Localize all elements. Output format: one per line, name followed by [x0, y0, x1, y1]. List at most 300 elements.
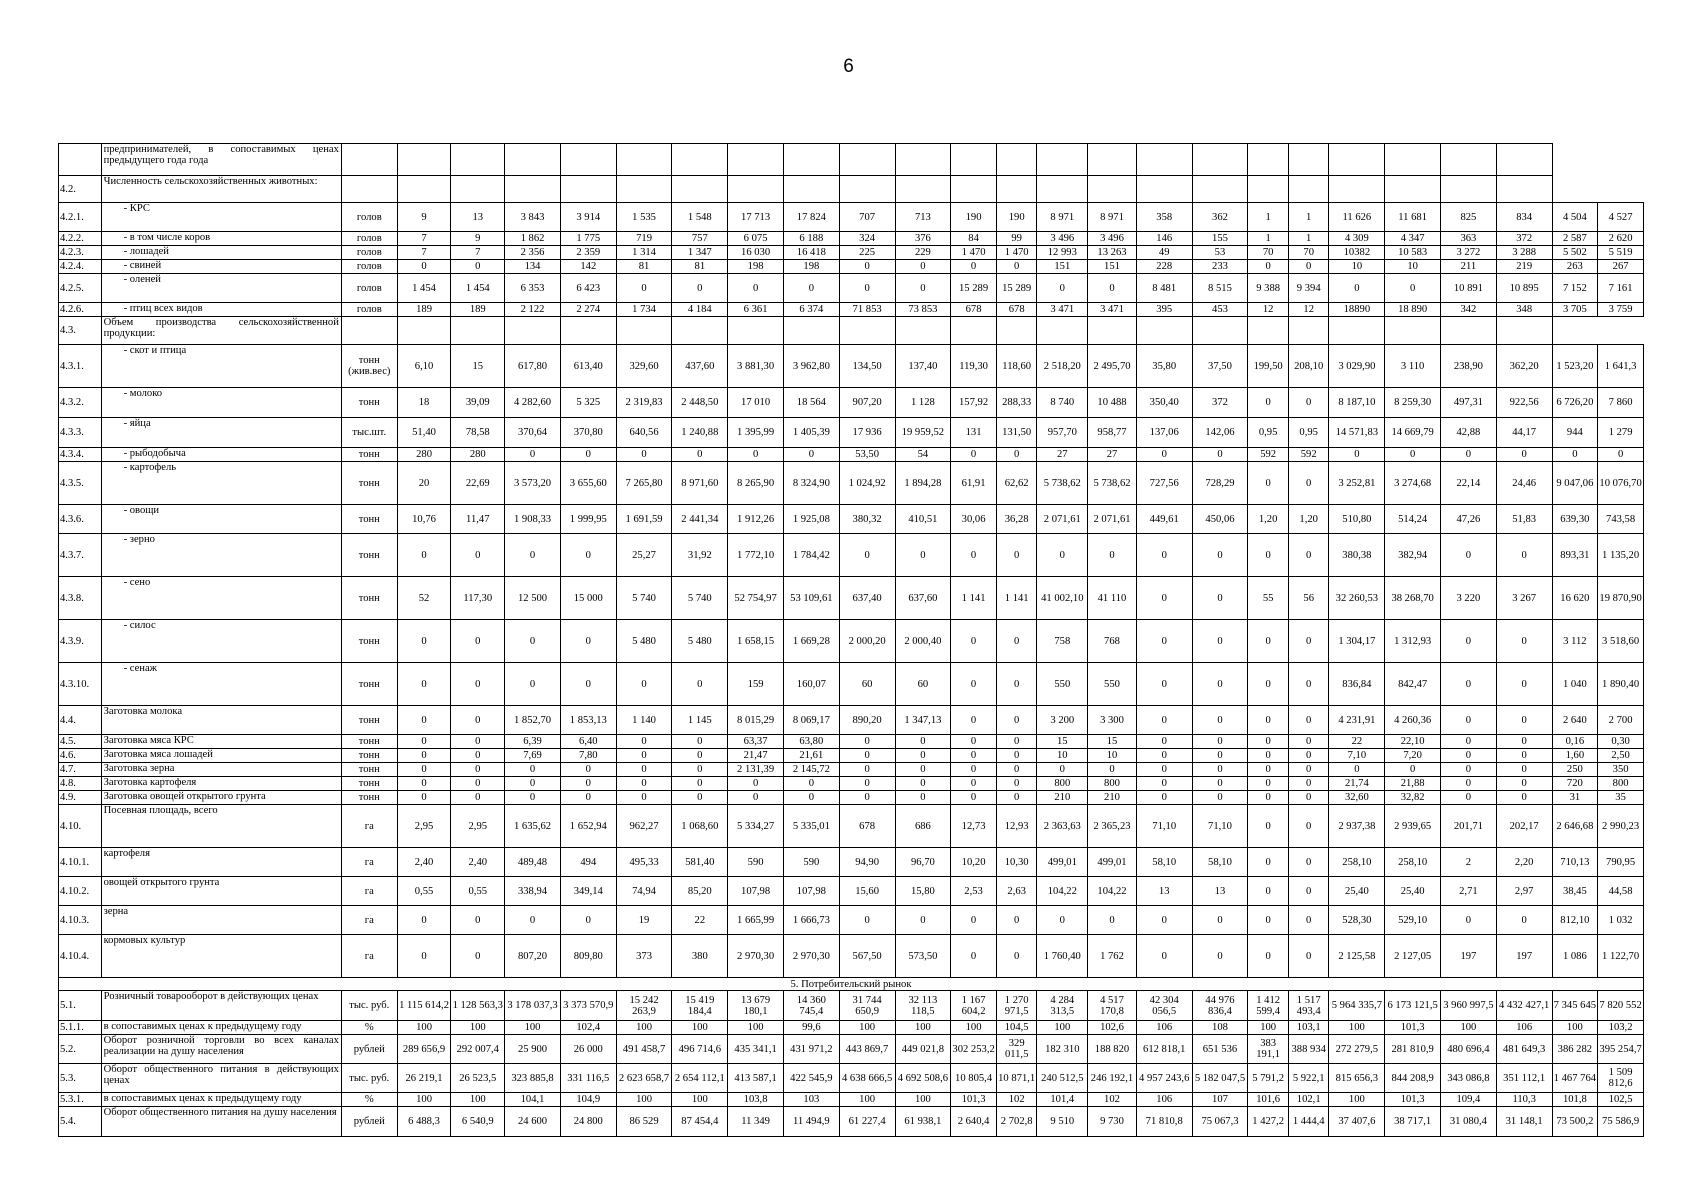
table-cell: 0: [1192, 706, 1248, 735]
table-cell: 27: [1088, 448, 1137, 462]
table-cell: 1 669,28: [783, 620, 839, 663]
table-cell: 0: [1248, 534, 1289, 577]
table-cell: 8 515: [1192, 274, 1248, 303]
table-cell: 0: [1288, 805, 1329, 848]
table-cell: 1 128 563,3: [451, 991, 505, 1021]
table-cell: 713: [895, 203, 951, 232]
table-cell: 380,38: [1329, 534, 1385, 577]
table-cell: 108: [1192, 1021, 1248, 1035]
table-cell: 4 260,36: [1385, 706, 1441, 735]
row-unit: тонн: [341, 577, 397, 620]
table-row: [59, 791, 1644, 805]
table-cell: 18 890: [1385, 303, 1441, 317]
table-cell: 3 272: [1441, 246, 1497, 260]
table-cell: 0: [672, 791, 728, 805]
table-cell: 2 587: [1552, 232, 1598, 246]
table-cell: 2 071,61: [1037, 505, 1088, 534]
table-cell: 44 976 836,4: [1192, 991, 1248, 1021]
table-cell: 1 641,3: [1598, 345, 1644, 388]
table-cell: 12,93: [996, 805, 1037, 848]
table-cell: 2 125,58: [1329, 935, 1385, 978]
table-cell: 1,20: [1248, 505, 1289, 534]
table-cell: 453: [1192, 303, 1248, 317]
table-cell: 1 304,17: [1329, 620, 1385, 663]
table-row: [59, 577, 1644, 620]
table-cell: 0: [397, 777, 451, 791]
table-cell: 1 894,28: [895, 462, 951, 505]
table-cell: 0: [1441, 777, 1497, 791]
table-cell: 0: [397, 763, 451, 777]
table-cell: 0: [1136, 906, 1192, 935]
table-cell: 0: [996, 777, 1037, 791]
table-cell: 233: [1192, 260, 1248, 274]
row-code: 4.10.4.: [59, 935, 102, 978]
table-cell: 101,3: [1385, 1093, 1441, 1107]
table-cell: [996, 317, 1037, 345]
table-cell: 27: [1037, 448, 1088, 462]
table-cell: 2,20: [1496, 848, 1552, 877]
row-unit: рублей: [341, 1035, 397, 1064]
table-cell: 825: [1441, 203, 1497, 232]
table-cell: 0: [895, 763, 951, 777]
table-row: [59, 763, 1644, 777]
table-cell: 0: [1248, 763, 1289, 777]
table-cell: 17 010: [728, 388, 784, 418]
row-label: кормовых культур: [101, 935, 341, 978]
table-cell: 100: [1037, 1021, 1088, 1035]
table-cell: 0: [451, 706, 505, 735]
table-cell: 13 263: [1088, 246, 1137, 260]
row-label: Оборот общественного питания в действующих ценах: [101, 1064, 341, 1093]
row-unit: голов: [341, 203, 397, 232]
table-cell: 26 219,1: [397, 1064, 451, 1093]
table-cell: 18 564: [783, 388, 839, 418]
table-cell: 0: [783, 791, 839, 805]
table-cell: 219: [1496, 260, 1552, 274]
table-cell: 0: [560, 448, 616, 462]
table-cell: 38,45: [1552, 877, 1598, 906]
table-cell: 10 076,70: [1598, 462, 1644, 505]
table-cell: 0: [1288, 763, 1329, 777]
table-cell: 14 571,83: [1329, 418, 1385, 448]
table-cell: 480 696,4: [1441, 1035, 1497, 1064]
row-label: - оленей: [101, 274, 341, 303]
table-cell: 38 717,1: [1385, 1107, 1441, 1137]
table-cell: 13: [451, 203, 505, 232]
table-row: [59, 462, 1644, 505]
table-cell: 9 730: [1088, 1107, 1137, 1137]
table-cell: 21,61: [783, 749, 839, 763]
table-cell: 225: [839, 246, 895, 260]
table-cell: 84: [951, 232, 997, 246]
table-cell: 10: [1385, 260, 1441, 274]
table-cell: 0: [616, 791, 672, 805]
table-cell: 3 843: [505, 203, 561, 232]
table-cell: [451, 144, 505, 176]
table-cell: 104,5: [996, 1021, 1037, 1035]
table-cell: 12: [1288, 303, 1329, 317]
table-row: [59, 1035, 1644, 1064]
table-cell: 199,50: [1248, 345, 1289, 388]
table-cell: 0: [783, 274, 839, 303]
table-cell: 2 363,63: [1037, 805, 1088, 848]
table-cell: 0: [1136, 534, 1192, 577]
row-code: 4.3.7.: [59, 534, 102, 577]
table-cell: [1385, 176, 1441, 203]
table-cell: 2 448,50: [672, 388, 728, 418]
table-cell: 74,94: [616, 877, 672, 906]
table-cell: 32 113 118,5: [895, 991, 951, 1021]
page-number: 6: [843, 56, 854, 77]
table-cell: 53: [1192, 246, 1248, 260]
table-cell: 907,20: [839, 388, 895, 418]
table-cell: [672, 176, 728, 203]
row-label: - яйца: [101, 418, 341, 448]
table-cell: 0: [1288, 534, 1329, 577]
table-cell: 510,80: [1329, 505, 1385, 534]
row-code: 4.3.5.: [59, 462, 102, 505]
table-cell: 15 242 263,9: [616, 991, 672, 1021]
table-cell: 0: [996, 763, 1037, 777]
table-cell: [728, 176, 784, 203]
table-cell: 6 540,9: [451, 1107, 505, 1137]
table-cell: 363: [1441, 232, 1497, 246]
table-cell: 11 494,9: [783, 1107, 839, 1137]
table-cell: 7 152: [1552, 274, 1598, 303]
table-cell: 1 784,42: [783, 534, 839, 577]
table-cell: 7,69: [505, 749, 561, 763]
table-cell: 5 791,2: [1248, 1064, 1289, 1093]
table-cell: 651 536: [1192, 1035, 1248, 1064]
table-cell: 100: [1329, 1021, 1385, 1035]
table-cell: 22: [672, 906, 728, 935]
table-cell: 957,70: [1037, 418, 1088, 448]
table-cell: 0: [1329, 448, 1385, 462]
table-cell: [505, 317, 561, 345]
table-cell: 0: [951, 735, 997, 749]
table-cell: 0: [397, 935, 451, 978]
table-cell: 3 220: [1441, 577, 1497, 620]
table-cell: 0: [1496, 534, 1552, 577]
row-unit: голов: [341, 232, 397, 246]
table-cell: 0: [1288, 706, 1329, 735]
row-code: 4.2.6.: [59, 303, 102, 317]
table-cell: [895, 144, 951, 176]
table-cell: 160,07: [783, 663, 839, 706]
table-cell: 0: [1496, 620, 1552, 663]
table-cell: [1037, 144, 1088, 176]
table-cell: 1 652,94: [560, 805, 616, 848]
table-cell: 0: [1248, 749, 1289, 763]
table-cell: 25,40: [1329, 877, 1385, 906]
table-cell: 155: [1192, 232, 1248, 246]
table-cell: 6 488,3: [397, 1107, 451, 1137]
table-cell: 3 267: [1496, 577, 1552, 620]
table-cell: 0: [1136, 577, 1192, 620]
table-cell: 0: [839, 735, 895, 749]
table-cell: 137,06: [1136, 418, 1192, 448]
table-cell: 1 141: [996, 577, 1037, 620]
table-cell: 6,10: [397, 345, 451, 388]
table-cell: 61,91: [951, 462, 997, 505]
table-cell: 3 200: [1037, 706, 1088, 735]
table-cell: 637,40: [839, 577, 895, 620]
table-cell: 2,40: [451, 848, 505, 877]
table-cell: 280: [451, 448, 505, 462]
table-cell: 10: [1037, 749, 1088, 763]
table-cell: [951, 176, 997, 203]
table-cell: 0: [1288, 777, 1329, 791]
table-cell: 159: [728, 663, 784, 706]
table-cell: 351 112,1: [1496, 1064, 1552, 1093]
row-unit: га: [341, 805, 397, 848]
table-cell: [1288, 144, 1329, 176]
section-row: [59, 978, 1644, 991]
table-cell: 281 810,9: [1385, 1035, 1441, 1064]
table-cell: 210: [1037, 791, 1088, 805]
table-cell: 0: [451, 935, 505, 978]
table-cell: 0: [560, 663, 616, 706]
table-cell: 100: [672, 1093, 728, 1107]
table-cell: 0: [1496, 706, 1552, 735]
table-cell: 100: [728, 1021, 784, 1035]
table-cell: 0: [1496, 663, 1552, 706]
table-cell: 0: [1192, 777, 1248, 791]
table-cell: 5 740: [616, 577, 672, 620]
table-cell: 198: [783, 260, 839, 274]
table-cell: [839, 144, 895, 176]
table-cell: 0: [996, 260, 1037, 274]
table-cell: [397, 144, 451, 176]
table-cell: 0: [996, 749, 1037, 763]
table-cell: 0: [1288, 620, 1329, 663]
table-cell: 100: [1441, 1021, 1497, 1035]
row-unit: голов: [341, 260, 397, 274]
row-label: - молоко: [101, 388, 341, 418]
row-unit: голов: [341, 274, 397, 303]
row-code: 4.10.1.: [59, 848, 102, 877]
table-cell: [895, 176, 951, 203]
table-cell: 380: [672, 935, 728, 978]
table-cell: 288,33: [996, 388, 1037, 418]
row-unit: тонн: [341, 663, 397, 706]
table-cell: 0: [1496, 777, 1552, 791]
table-cell: 0: [996, 706, 1037, 735]
table-cell: 8 740: [1037, 388, 1088, 418]
table-cell: 0: [1248, 388, 1289, 418]
table-cell: [1385, 317, 1441, 345]
table-cell: 342: [1441, 303, 1497, 317]
table-cell: 7 345 645: [1552, 991, 1598, 1021]
table-cell: 592: [1248, 448, 1289, 462]
table-cell: 4 692 508,6: [895, 1064, 951, 1093]
table-cell: 0: [996, 448, 1037, 462]
table-cell: [1136, 317, 1192, 345]
table-cell: 0: [560, 777, 616, 791]
table-cell: 1 279: [1598, 418, 1644, 448]
table-cell: 6 173 121,5: [1385, 991, 1441, 1021]
table-cell: 0: [895, 749, 951, 763]
table-cell: 686: [895, 805, 951, 848]
table-cell: 0: [560, 906, 616, 935]
table-cell: 0: [783, 777, 839, 791]
table-cell: 496 714,6: [672, 1035, 728, 1064]
table-cell: 768: [1088, 620, 1137, 663]
table-cell: 38 268,70: [1385, 577, 1441, 620]
table-cell: [451, 317, 505, 345]
table-cell: 0: [895, 906, 951, 935]
table-cell: 101,4: [1037, 1093, 1088, 1107]
table-row: [59, 663, 1644, 706]
table-cell: 0: [1288, 260, 1329, 274]
table-cell: 0: [451, 663, 505, 706]
table-cell: [505, 176, 561, 203]
row-label: в сопоставимых ценах к предыдущему году: [101, 1093, 341, 1107]
table-cell: 17 824: [783, 203, 839, 232]
row-code: 5.3.1.: [59, 1093, 102, 1107]
table-cell: 1 167 604,2: [951, 991, 997, 1021]
table-cell: 10,76: [397, 505, 451, 534]
table-cell: 9 394: [1288, 274, 1329, 303]
table-cell: 720: [1552, 777, 1598, 791]
table-cell: 612 818,1: [1136, 1035, 1192, 1064]
table-cell: 1 912,26: [728, 505, 784, 534]
table-cell: 17 713: [728, 203, 784, 232]
table-cell: 3 471: [1088, 303, 1137, 317]
table-cell: 142,06: [1192, 418, 1248, 448]
table-cell: 106: [1496, 1021, 1552, 1035]
table-cell: 26 523,5: [451, 1064, 505, 1093]
table-cell: 0: [895, 534, 951, 577]
table-cell: 210: [1088, 791, 1137, 805]
table-cell: 2 640,4: [951, 1107, 997, 1137]
table-cell: 1 140: [616, 706, 672, 735]
table-cell: 1: [1288, 203, 1329, 232]
row-unit: тонн: [341, 462, 397, 505]
table-cell: 1 760,40: [1037, 935, 1088, 978]
table-cell: [1385, 144, 1441, 176]
table-cell: 0: [1496, 448, 1552, 462]
table-cell: 3 029,90: [1329, 345, 1385, 388]
table-cell: 0: [505, 763, 561, 777]
table-cell: 1 135,20: [1598, 534, 1644, 577]
table-cell: [672, 317, 728, 345]
table-cell: 7 860: [1598, 388, 1644, 418]
row-unit: га: [341, 848, 397, 877]
table-cell: 4 504: [1552, 203, 1598, 232]
table-cell: 0: [1037, 274, 1088, 303]
table-cell: 10382: [1329, 246, 1385, 260]
row-code: 4.3.3.: [59, 418, 102, 448]
row-code: 4.8.: [59, 777, 102, 791]
table-cell: 21,74: [1329, 777, 1385, 791]
table-cell: 272 279,5: [1329, 1035, 1385, 1064]
row-code: 4.5.: [59, 735, 102, 749]
table-cell: [996, 144, 1037, 176]
table-cell: 41 002,10: [1037, 577, 1088, 620]
table-cell: 267: [1598, 260, 1644, 274]
table-cell: 102: [1088, 1093, 1137, 1107]
table-cell: 2,95: [397, 805, 451, 848]
table-cell: 101,3: [951, 1093, 997, 1107]
table-cell: [1329, 176, 1385, 203]
table-cell: 3 300: [1088, 706, 1137, 735]
statistics-table: [58, 143, 1644, 1137]
table-cell: 1 762: [1088, 935, 1137, 978]
table-cell: 514,24: [1385, 505, 1441, 534]
table-row: [59, 877, 1644, 906]
table-cell: 10,20: [951, 848, 997, 877]
table-cell: 47,26: [1441, 505, 1497, 534]
table-cell: 2,63: [996, 877, 1037, 906]
table-cell: 0: [1385, 448, 1441, 462]
table-cell: 0: [1248, 877, 1289, 906]
table-cell: 2 000,40: [895, 620, 951, 663]
table-cell: 807,20: [505, 935, 561, 978]
row-label: Оборот розничной торговли во всех каналах реализации на душу населения: [101, 1035, 341, 1064]
table-cell: 0: [996, 935, 1037, 978]
row-label: - КРС: [101, 203, 341, 232]
table-cell: 22,14: [1441, 462, 1497, 505]
table-cell: 13: [1192, 877, 1248, 906]
table-cell: [1088, 176, 1137, 203]
row-label: - сенаж: [101, 663, 341, 706]
table-cell: 1 635,62: [505, 805, 561, 848]
table-cell: 18890: [1329, 303, 1385, 317]
table-cell: 101,3: [1385, 1021, 1441, 1035]
row-unit: тонн: [341, 388, 397, 418]
table-cell: 6 726,20: [1552, 388, 1598, 418]
table-cell: 246 192,1: [1088, 1064, 1137, 1093]
table-cell: 61 227,4: [839, 1107, 895, 1137]
table-cell: 443 869,7: [839, 1035, 895, 1064]
table-cell: 0: [1037, 534, 1088, 577]
table-cell: 5 182 047,5: [1192, 1064, 1248, 1093]
table-cell: 0: [839, 274, 895, 303]
table-cell: 323 885,8: [505, 1064, 561, 1093]
table-cell: 11 349: [728, 1107, 784, 1137]
table-cell: 5 334,27: [728, 805, 784, 848]
section-title: 5. Потребительский рынок: [59, 978, 1644, 991]
table-cell: 1 312,93: [1385, 620, 1441, 663]
table-cell: 182 310: [1037, 1035, 1088, 1064]
table-cell: [1192, 144, 1248, 176]
row-unit: га: [341, 906, 397, 935]
table-cell: 836,84: [1329, 663, 1385, 706]
table-cell: 0: [1329, 274, 1385, 303]
table-cell: [783, 144, 839, 176]
table-cell: 8 324,90: [783, 462, 839, 505]
table-cell: 362: [1192, 203, 1248, 232]
table-cell: 56: [1288, 577, 1329, 620]
table-cell: 809,80: [560, 935, 616, 978]
table-cell: 17 936: [839, 418, 895, 448]
table-row: [59, 735, 1644, 749]
table-cell: 81: [616, 260, 672, 274]
table-cell: 383 191,1: [1248, 1035, 1289, 1064]
table-cell: 5 325: [560, 388, 616, 418]
table-row: [59, 706, 1644, 735]
table-cell: 35,80: [1136, 345, 1192, 388]
table-row: [59, 805, 1644, 848]
table-cell: 15,60: [839, 877, 895, 906]
table-cell: 2,40: [397, 848, 451, 877]
row-code: [59, 144, 102, 176]
table-cell: 0: [1192, 534, 1248, 577]
table-cell: 1 535: [616, 203, 672, 232]
table-cell: 7,10: [1329, 749, 1385, 763]
table-cell: 119,30: [951, 345, 997, 388]
